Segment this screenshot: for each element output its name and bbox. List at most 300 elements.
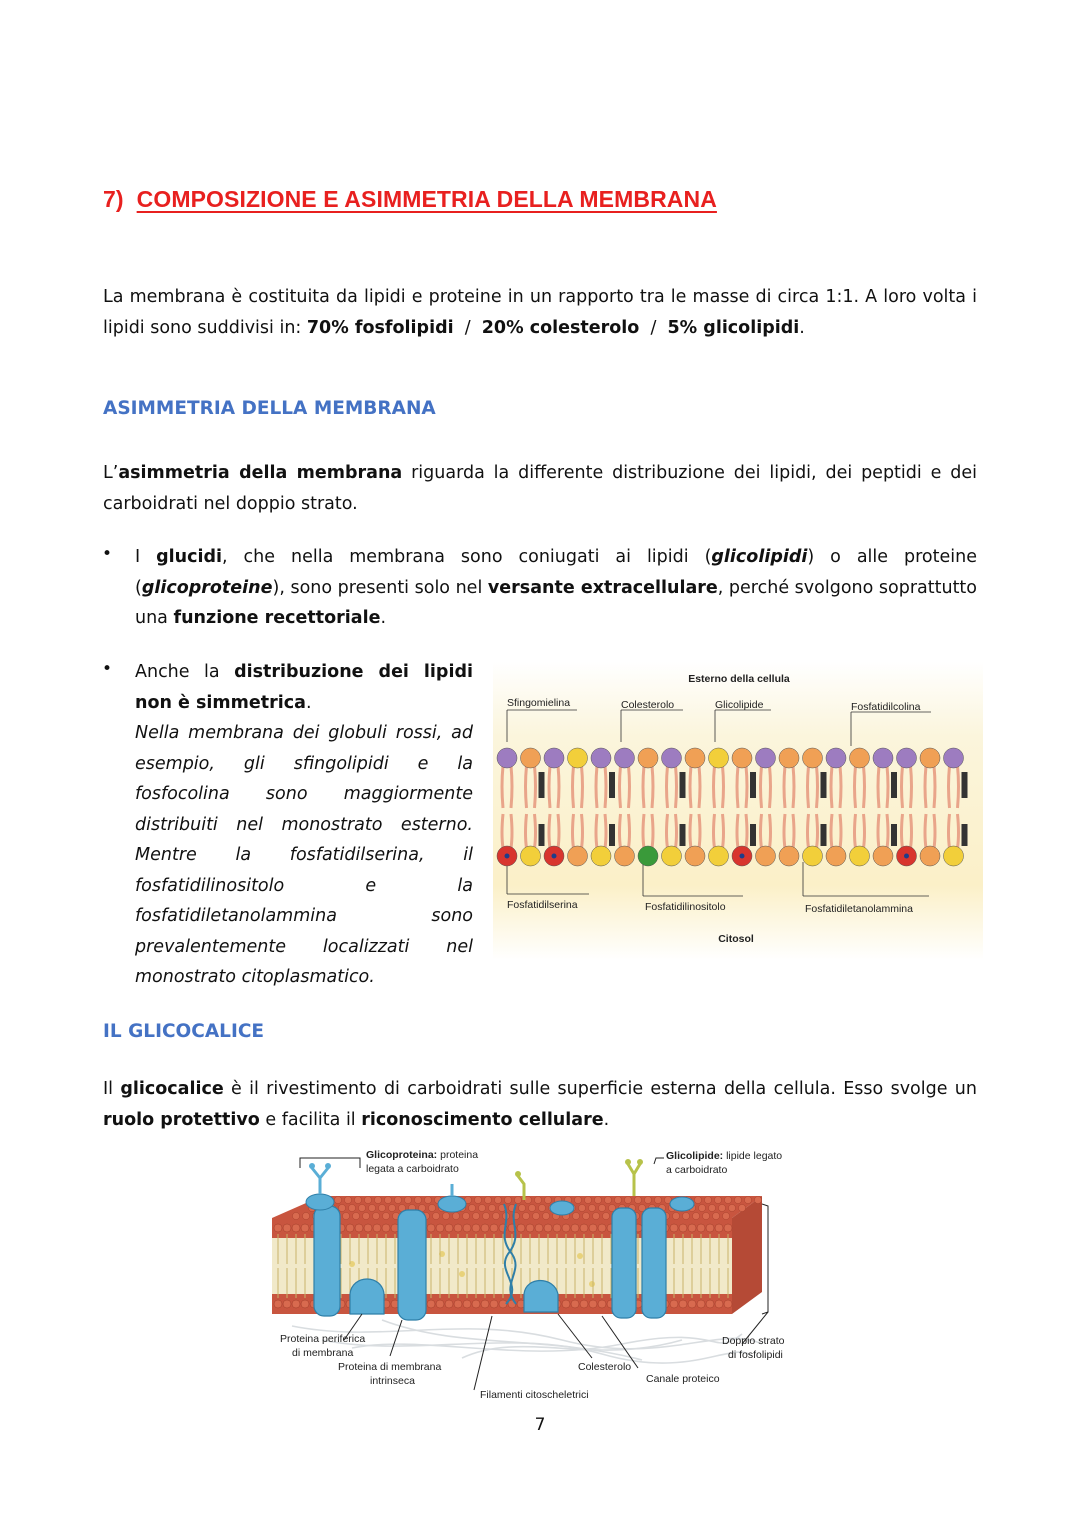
carbohydrate-chains	[309, 1159, 643, 1200]
intro-text: La membrana è costituita da lipidi e proteine in un rapporto tra le masse di circa 1:1. A loro volta i lipidi sono suddivisi in:	[103, 287, 977, 338]
head-dot	[292, 1224, 300, 1232]
lipid-head-outer	[873, 748, 893, 768]
head-dot	[462, 1212, 469, 1219]
intro-paragraph	[103, 282, 977, 343]
lipid-head-outer	[591, 748, 611, 768]
head-dot	[424, 1196, 431, 1203]
b1-bold: glucidi	[156, 547, 223, 567]
head-dot	[518, 1204, 525, 1211]
lipid-tail	[840, 766, 841, 808]
lipid-tail	[808, 766, 809, 808]
page-number: 7	[534, 1415, 546, 1435]
head-dot	[292, 1300, 300, 1308]
cholesterol-molecule	[539, 824, 545, 846]
head-dot	[715, 1300, 723, 1308]
intro-separator: /	[453, 317, 482, 338]
head-dot	[427, 1224, 435, 1232]
head-dot	[504, 1196, 511, 1203]
head-dot	[544, 1224, 552, 1232]
head-dot	[352, 1212, 359, 1219]
head-dot	[578, 1204, 585, 1211]
cholesterol-molecule	[891, 772, 897, 798]
asymmetry-heading: ASIMMETRIA DELLA MEMBRANA	[103, 398, 436, 419]
head-dot	[589, 1300, 597, 1308]
lipid-tail	[746, 766, 747, 808]
head-dot	[428, 1204, 435, 1211]
head-dot	[571, 1300, 579, 1308]
b1-text: , che nella membrana sono coniugati ai lipidi (	[222, 547, 712, 567]
head-dot	[634, 1196, 641, 1203]
cholesterol-molecule	[680, 772, 686, 798]
lipid-head-outer	[615, 748, 635, 768]
head-dot	[344, 1196, 351, 1203]
surface-protein	[438, 1196, 466, 1212]
lipid-tail	[526, 814, 527, 848]
lipid-head-inner	[662, 846, 682, 866]
head-dot	[454, 1300, 462, 1308]
glycolipid-chain	[628, 1164, 640, 1196]
lipid-tail	[535, 766, 536, 808]
g-bold: ruolo protettivo	[103, 1109, 260, 1130]
lipid-tail	[596, 814, 597, 848]
head-dot	[445, 1224, 453, 1232]
lipid-tail	[887, 766, 888, 808]
head-dot	[670, 1300, 678, 1308]
lipid-tail	[855, 766, 856, 808]
section-title	[103, 186, 717, 213]
head-dot	[499, 1300, 507, 1308]
lipid-tail	[864, 814, 865, 848]
lipid-head-outer	[568, 748, 588, 768]
head-dot	[474, 1196, 481, 1203]
lipid-tail	[573, 766, 574, 808]
b2-bold: distribuzione dei lipidi non è simmetrica	[135, 662, 473, 713]
label-peripheral-1: Proteina periferica	[280, 1333, 366, 1345]
head-dot	[442, 1212, 449, 1219]
head-dot	[706, 1300, 714, 1308]
label-intrinsic-2: intrinseca	[370, 1375, 415, 1387]
lipid-tail	[793, 766, 794, 808]
lipid-tail	[549, 814, 550, 848]
lipid-tail	[911, 766, 912, 808]
intro-cholesterol: 20% colesterolo	[481, 317, 640, 338]
g-text: Il	[103, 1079, 121, 1099]
lipid-tail	[949, 766, 950, 808]
lipid-tail	[770, 814, 771, 848]
head-dot	[526, 1224, 534, 1232]
head-dot	[744, 1196, 751, 1203]
head-dot	[427, 1300, 435, 1308]
head-dot	[679, 1300, 687, 1308]
intro-separator: /	[639, 317, 668, 338]
head-dot	[414, 1196, 421, 1203]
head-dot	[514, 1196, 521, 1203]
head-dot	[714, 1196, 721, 1203]
head-dot	[454, 1224, 462, 1232]
g-text: .	[603, 1109, 610, 1130]
b1-text: ) o alle proteine (	[135, 547, 977, 598]
head-dot	[754, 1196, 761, 1203]
lipid-tail	[793, 814, 794, 848]
head-dot	[553, 1224, 561, 1232]
section-title-text: COMPOSIZIONE E ASIMMETRIA DELLA MEMBRANA	[136, 186, 717, 212]
lipid-head-inner	[779, 846, 799, 866]
head-dot	[382, 1212, 389, 1219]
head-dot	[694, 1196, 701, 1203]
head-dot	[528, 1204, 535, 1211]
intrinsic-protein	[524, 1281, 558, 1313]
b1-bold: versante extracellulare	[487, 577, 718, 598]
cholesterol-molecule	[680, 824, 686, 846]
g-bold: riconoscimento cellulare	[361, 1109, 604, 1130]
lipid-tail	[911, 814, 912, 848]
lipid-tail	[558, 814, 559, 848]
head-dot	[292, 1212, 299, 1219]
head-dot	[274, 1300, 282, 1308]
lipid-tail	[714, 766, 715, 808]
lipid-tail	[770, 766, 771, 808]
lipid-tail	[958, 814, 959, 848]
lipid-tail	[864, 766, 865, 808]
lipid-tail	[855, 814, 856, 848]
cholesterol-molecule	[609, 772, 615, 798]
peripheral-protein	[350, 1279, 384, 1314]
head-dot	[682, 1212, 689, 1219]
head-dot	[488, 1204, 495, 1211]
label-glycolipid-2: a carboidrato	[666, 1164, 728, 1176]
surface-protein	[670, 1197, 694, 1211]
glycocalyx-paragraph	[103, 1074, 977, 1135]
head-dot	[463, 1300, 471, 1308]
lipid-tail	[840, 814, 841, 848]
cholesterol-dot	[459, 1271, 465, 1277]
head-dot	[702, 1212, 709, 1219]
head-dot	[688, 1300, 696, 1308]
lipid-tail	[925, 766, 926, 808]
head-dot	[452, 1212, 459, 1219]
cholesterol-dot	[589, 1281, 595, 1287]
head-dot	[342, 1212, 349, 1219]
lipid-tail	[502, 766, 503, 808]
lipid-head-inner	[709, 846, 729, 866]
lipid-head-inner	[920, 846, 940, 866]
membrane-block	[272, 1194, 762, 1320]
lipid-tail	[878, 814, 879, 848]
head-dot	[584, 1196, 591, 1203]
head-dot	[672, 1212, 679, 1219]
label-fosfatidiletanolammina: Fosfatidiletanolammina	[805, 903, 913, 915]
head-dot	[724, 1196, 731, 1203]
lipid-head-inner	[685, 846, 705, 866]
lipid-tail	[714, 814, 715, 848]
lipid-tail	[831, 766, 832, 808]
lipid-head-outer	[944, 748, 964, 768]
head-dot	[404, 1196, 411, 1203]
lipid-tail	[582, 814, 583, 848]
lipid-tail	[934, 766, 935, 808]
lipid-head-outer	[850, 748, 870, 768]
asym-bold: asimmetria della membrana	[118, 463, 403, 483]
head-dot	[734, 1196, 741, 1203]
g-text: e facilita il	[259, 1109, 362, 1130]
lipid-tail	[526, 766, 527, 808]
head-dot	[712, 1212, 719, 1219]
bullet-glucids	[135, 542, 977, 634]
head-dot	[492, 1212, 499, 1219]
head-dot	[624, 1196, 631, 1203]
glycoprotein-chain	[312, 1168, 328, 1194]
asymmetry-paragraph	[103, 458, 977, 519]
bullet-lipids	[135, 657, 473, 993]
head-dot	[580, 1300, 588, 1308]
b1-bold: funzione recettoriale	[173, 608, 381, 628]
lipid-head-inner	[521, 846, 541, 866]
lipid-tail	[596, 766, 597, 808]
cholesterol-dot	[577, 1253, 583, 1259]
lipid-head-inner	[756, 846, 776, 866]
head-dot	[432, 1212, 439, 1219]
lipid-tail	[573, 814, 574, 848]
lipid-tail	[761, 766, 762, 808]
head-dot	[364, 1224, 372, 1232]
intro-end: .	[799, 317, 805, 338]
lipid-tail	[643, 766, 644, 808]
lipid-head-outer	[685, 748, 705, 768]
lipid-tail	[511, 814, 512, 848]
lipid-tail	[511, 766, 512, 808]
head-dot	[368, 1204, 375, 1211]
lipid-tail	[878, 766, 879, 808]
lipid-tail	[620, 814, 621, 848]
head-dot	[394, 1196, 401, 1203]
surface-protein	[550, 1201, 574, 1215]
lipid-tail	[699, 766, 700, 808]
lipid-tail	[784, 766, 785, 808]
b2-italic: Nella membrana dei globuli rossi, ad esempio, gli sfingolipidi e la fosfocolina sono maggiormente distribuiti nel monostrato esterno. Mentre la fosfatidilserina, il fosfatidilinositolo e la fosfatidiletanolammina sono prevalentemente localizzati nel monostrato citoplasmatico.	[135, 723, 473, 987]
surface-protein	[306, 1194, 334, 1210]
head-dot	[301, 1300, 309, 1308]
label-fosfatidilcolina: Fosfatidilcolina	[851, 701, 921, 713]
charge-dot	[904, 854, 909, 859]
glycocalyx-figure	[262, 1144, 802, 1406]
lipid-asymmetry-figure	[493, 662, 983, 960]
bullet-dot: •	[102, 544, 113, 564]
head-dot	[589, 1224, 597, 1232]
lipid-tail	[699, 814, 700, 848]
lipid-tail	[737, 814, 738, 848]
glycocalyx-heading: IL GLICOCALICE	[103, 1021, 265, 1042]
head-dot	[534, 1196, 541, 1203]
asym-text: L’	[103, 463, 119, 483]
cholesterol-molecule	[750, 824, 756, 846]
charge-dot	[505, 854, 510, 859]
head-dot	[598, 1204, 605, 1211]
head-dot	[679, 1224, 687, 1232]
head-dot	[484, 1196, 491, 1203]
head-dot	[384, 1196, 391, 1203]
cholesterol-molecule	[821, 824, 827, 846]
lipid-head-inner	[873, 846, 893, 866]
head-dot	[338, 1204, 345, 1211]
lipid-tail	[949, 814, 950, 848]
head-dot	[334, 1196, 341, 1203]
label-glicolipide: Glicolipide	[715, 699, 764, 711]
head-dot	[358, 1204, 365, 1211]
lipid-head-inner	[615, 846, 635, 866]
lipid-head-outer	[920, 748, 940, 768]
label-channel: Canale proteico	[646, 1373, 720, 1385]
charge-dot	[740, 854, 745, 859]
head-dot	[468, 1204, 475, 1211]
head-dot	[708, 1204, 715, 1211]
head-dot	[481, 1300, 489, 1308]
head-dot	[592, 1212, 599, 1219]
head-dot	[382, 1224, 390, 1232]
b1-text: .	[380, 608, 387, 628]
head-dot	[604, 1196, 611, 1203]
head-dot	[535, 1224, 543, 1232]
head-dot	[544, 1196, 551, 1203]
label-glycoprotein: Glicoproteina: proteina	[366, 1149, 479, 1161]
head-dot	[572, 1212, 579, 1219]
head-dot	[715, 1224, 723, 1232]
head-dot	[490, 1300, 498, 1308]
label-intrinsic-1: Proteina di membrana	[338, 1361, 442, 1373]
g-text: è il rivestimento di carboidrati sulle superficie esterna della cellula. Esso svolge un	[223, 1079, 977, 1099]
head-dot	[562, 1300, 570, 1308]
cholesterol-molecule	[821, 772, 827, 798]
lipid-head-outer	[897, 748, 917, 768]
lipid-head-outer	[709, 748, 729, 768]
head-dot	[354, 1196, 361, 1203]
head-dot	[436, 1224, 444, 1232]
lipid-head-outer	[521, 748, 541, 768]
head-dot	[654, 1196, 661, 1203]
head-dot	[364, 1196, 371, 1203]
b2-text: Anche la	[135, 662, 235, 682]
head-dot	[348, 1204, 355, 1211]
lipid-tail	[643, 814, 644, 848]
head-dot	[706, 1224, 714, 1232]
head-dot	[722, 1212, 729, 1219]
lipid-head-outer	[803, 748, 823, 768]
head-dot	[472, 1212, 479, 1219]
label-fosfatidilserina: Fosfatidilserina	[507, 899, 578, 911]
lipid-tail	[549, 766, 550, 808]
head-dot	[724, 1224, 732, 1232]
label-filaments: Filamenti citoscheletrici	[480, 1389, 589, 1401]
label-bilayer-2: di fosfolipidi	[728, 1349, 783, 1361]
section-number: 7)	[103, 186, 124, 212]
lipid-tail	[629, 766, 630, 808]
lipid-tail	[817, 766, 818, 808]
lipid-head-outer	[662, 748, 682, 768]
asym-text: riguarda la differente distribuzione dei lipidi, dei peptidi e dei carboidrati nel doppio strato.	[103, 463, 977, 514]
lipid-head-outer	[732, 748, 752, 768]
lipid-head-outer	[779, 748, 799, 768]
head-dot	[670, 1224, 678, 1232]
head-dot	[445, 1300, 453, 1308]
head-dot	[542, 1212, 549, 1219]
head-dot	[602, 1212, 609, 1219]
lipid-tail	[582, 766, 583, 808]
transmembrane-protein	[398, 1210, 426, 1320]
label-glycolipid: Glicolipide: lipide legato	[666, 1150, 783, 1162]
label-peripheral-2: di membrana	[292, 1347, 354, 1359]
head-dot	[283, 1224, 291, 1232]
head-dot	[522, 1212, 529, 1219]
head-dot	[482, 1212, 489, 1219]
label-bilayer-1: Doppio strato	[722, 1335, 785, 1347]
b2-text: .	[305, 692, 312, 713]
head-dot	[562, 1224, 570, 1232]
head-dot	[582, 1212, 589, 1219]
cholesterol-molecule	[891, 824, 897, 846]
lipid-head-inner	[591, 846, 611, 866]
head-dot	[517, 1224, 525, 1232]
bullet-dot: •	[102, 659, 113, 679]
lipid-tail	[629, 814, 630, 848]
lipid-head-inner	[850, 846, 870, 866]
lipid-head-inner	[638, 846, 658, 866]
label-cytosol: Citosol	[718, 933, 754, 945]
lipid-tail	[535, 814, 536, 848]
lipid-tail	[652, 814, 653, 848]
label-colesterolo: Colesterolo	[621, 699, 675, 711]
lipid-tail	[958, 766, 959, 808]
lipid-tail	[831, 814, 832, 848]
head-dot	[614, 1196, 621, 1203]
b1-bold-italic: glicoproteine	[141, 577, 273, 598]
head-dot	[692, 1212, 699, 1219]
head-dot	[490, 1224, 498, 1232]
channel-protein	[612, 1208, 636, 1318]
head-dot	[594, 1196, 601, 1203]
lipid-tail	[925, 814, 926, 848]
lipid-tail	[808, 814, 809, 848]
lipid-tail	[761, 814, 762, 848]
lipid-tail	[667, 766, 668, 808]
label-cholesterol: Colesterolo	[578, 1361, 632, 1373]
lipid-head-outer	[826, 748, 846, 768]
head-dot	[362, 1212, 369, 1219]
head-dot	[478, 1204, 485, 1211]
cholesterol-molecule	[962, 824, 968, 846]
lipid-tail	[902, 766, 903, 808]
lipid-tail	[887, 814, 888, 848]
head-dot	[697, 1224, 705, 1232]
head-dot	[571, 1224, 579, 1232]
intro-glycolipids: 5% glicolipidi	[667, 317, 800, 338]
head-dot	[598, 1300, 606, 1308]
b1-text: I	[135, 547, 157, 567]
charge-dot	[552, 854, 557, 859]
lipid-head-inner	[944, 846, 964, 866]
lipid-tail	[902, 814, 903, 848]
head-dot	[728, 1204, 735, 1211]
head-dot	[283, 1300, 291, 1308]
lipid-tail	[676, 814, 677, 848]
label-sfingomielina: Sfingomielina	[507, 697, 571, 709]
head-dot	[738, 1204, 745, 1211]
lipid-tail	[817, 814, 818, 848]
head-dot	[374, 1196, 381, 1203]
head-dot	[372, 1212, 379, 1219]
head-dot	[580, 1224, 588, 1232]
head-dot	[724, 1300, 732, 1308]
head-dot	[698, 1204, 705, 1211]
head-dot	[574, 1196, 581, 1203]
